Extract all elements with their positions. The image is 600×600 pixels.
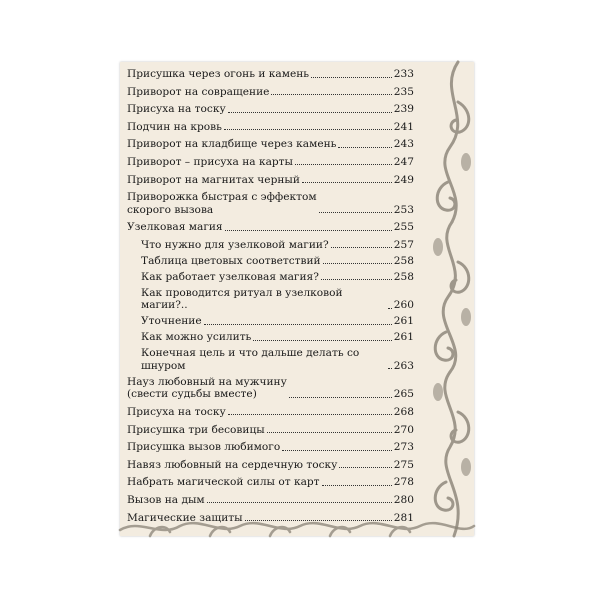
toc-leader-dots bbox=[322, 485, 392, 486]
toc-entry bbox=[127, 103, 414, 116]
toc-page-number: 260 bbox=[393, 299, 414, 312]
toc-page-number: 239 bbox=[393, 103, 414, 116]
toc-entry bbox=[127, 174, 414, 187]
toc-entry bbox=[127, 221, 414, 234]
toc-entry-title: Присушка через огонь и камень bbox=[127, 68, 310, 80]
table-of-contents bbox=[127, 68, 414, 529]
toc-page-number: 255 bbox=[393, 221, 414, 234]
toc-page-number: 258 bbox=[393, 254, 414, 267]
toc-entry-title: Приворот – присуха на карты bbox=[127, 155, 293, 168]
toc-entry-title: Приворожка быстрая с эффектом скорого вызова bbox=[127, 191, 317, 216]
toc-entry-title: Присушка три бесовицы bbox=[127, 423, 265, 436]
toc-page-number: 278 bbox=[393, 476, 414, 489]
toc-page-number: 241 bbox=[393, 120, 414, 133]
toc-page-number: 258 bbox=[393, 270, 414, 283]
toc-entry bbox=[127, 315, 414, 328]
toc-page-number: 270 bbox=[393, 423, 414, 436]
watermark-text: www.kustarr.com.ua/user-2063271.html bbox=[254, 555, 492, 569]
toc-entry-title: Присуха на тоску bbox=[127, 103, 226, 116]
toc-leader-dots bbox=[302, 182, 392, 183]
toc-entry bbox=[127, 424, 414, 437]
toc-leader-dots bbox=[311, 77, 392, 78]
toc-page-number: 261 bbox=[393, 315, 414, 328]
toc-entry bbox=[127, 331, 414, 344]
toc-leader-dots bbox=[338, 147, 391, 148]
toc-entry bbox=[127, 406, 414, 419]
toc-entry-title: Узелковая магия bbox=[127, 221, 223, 234]
toc-page-number: 280 bbox=[393, 493, 414, 506]
toc-leader-dots bbox=[224, 129, 392, 130]
toc-page-number: 268 bbox=[393, 405, 414, 418]
toc-entry-title: Приворот на магнитах черный bbox=[127, 173, 300, 186]
toc-leader-dots bbox=[207, 502, 392, 503]
toc-entry bbox=[127, 376, 414, 401]
toc-page-number: 247 bbox=[393, 155, 414, 168]
toc-entry bbox=[127, 287, 414, 312]
toc-leader-dots bbox=[319, 212, 392, 213]
toc-entry-title: Набрать магической силы от карт bbox=[127, 476, 320, 489]
toc-leader-dots bbox=[331, 247, 392, 248]
toc-entry bbox=[127, 494, 414, 507]
toc-leader-dots bbox=[339, 467, 391, 468]
toc-entry bbox=[127, 68, 414, 81]
toc-leader-dots bbox=[245, 520, 392, 521]
toc-leader-dots bbox=[253, 340, 391, 341]
toc-leader-dots bbox=[388, 308, 392, 309]
toc-entry bbox=[127, 255, 414, 268]
toc-leader-dots bbox=[282, 450, 392, 451]
toc-page-number: 253 bbox=[393, 203, 414, 216]
toc-entry bbox=[127, 459, 414, 472]
toc-entry-title: Присуха на тоску bbox=[127, 405, 226, 418]
toc-entry bbox=[127, 476, 414, 489]
toc-leader-dots bbox=[228, 414, 392, 415]
toc-entry-title: Таблица цветовых соответствий bbox=[141, 254, 321, 267]
toc-page-number: 235 bbox=[393, 85, 414, 98]
toc-entry-title: Присушка вызов любимого bbox=[127, 441, 281, 454]
toc-leader-dots bbox=[323, 263, 392, 264]
toc-entry bbox=[127, 191, 414, 216]
toc-page-number: 243 bbox=[393, 138, 414, 151]
toc-page-number: 233 bbox=[393, 68, 414, 80]
toc-entry bbox=[127, 512, 414, 525]
toc-leader-dots bbox=[271, 94, 391, 95]
toc-leader-dots bbox=[289, 397, 392, 398]
toc-entry-title: Навяз любовный на сердечную тоску bbox=[127, 458, 338, 471]
toc-entry bbox=[127, 271, 414, 284]
toc-leader-dots bbox=[295, 164, 392, 165]
toc-page-number: 281 bbox=[393, 511, 414, 524]
toc-leader-dots bbox=[225, 230, 392, 231]
toc-page-number: 261 bbox=[393, 331, 414, 344]
toc-entry bbox=[127, 121, 414, 134]
toc-entry bbox=[127, 239, 414, 252]
toc-page-number: 273 bbox=[393, 441, 414, 454]
toc-entry-title: Что нужно для узелковой магии? bbox=[141, 238, 329, 251]
toc-leader-dots bbox=[321, 279, 392, 280]
toc-entry bbox=[127, 138, 414, 151]
toc-entry bbox=[127, 156, 414, 169]
toc-entry bbox=[127, 441, 414, 454]
toc-entry-title: Подчин на кровь bbox=[127, 120, 222, 133]
toc-entry-title: Уточнение bbox=[141, 315, 202, 328]
toc-entry-title: Науз любовный на мужчину (свести судьбы вместе) bbox=[127, 375, 287, 401]
toc-entry-title: Конечная цель и что дальше делать со шнуром bbox=[141, 347, 360, 372]
toc-entry-title: Как можно усилить bbox=[141, 331, 252, 344]
toc-leader-dots bbox=[267, 432, 392, 433]
toc-page-number: 249 bbox=[393, 173, 414, 186]
toc-entry-title: Приворот на кладбище через камень bbox=[127, 138, 337, 151]
toc-leader-dots bbox=[388, 368, 392, 369]
toc-entry-title: Приворот на совращение bbox=[127, 85, 270, 98]
toc-page-number: 275 bbox=[393, 458, 414, 471]
floral-scroll-ornament-icon bbox=[428, 62, 474, 536]
toc-page-number: 265 bbox=[393, 388, 414, 401]
toc-page-number: 257 bbox=[393, 238, 414, 251]
toc-leader-dots bbox=[204, 324, 392, 325]
toc-entry-title: Как работает узелковая магия? bbox=[141, 270, 319, 283]
toc-entry bbox=[127, 86, 414, 99]
toc-entry-title: Вызов на дым bbox=[127, 493, 205, 506]
toc-entry bbox=[127, 347, 414, 372]
toc-leader-dots bbox=[228, 112, 392, 113]
toc-page-number: 263 bbox=[393, 359, 414, 372]
toc-entry-title: Как проводится ритуал в узелковой магии?.. bbox=[141, 286, 343, 312]
book-page bbox=[120, 62, 492, 569]
toc-entry-title: Магические защиты bbox=[127, 511, 243, 524]
